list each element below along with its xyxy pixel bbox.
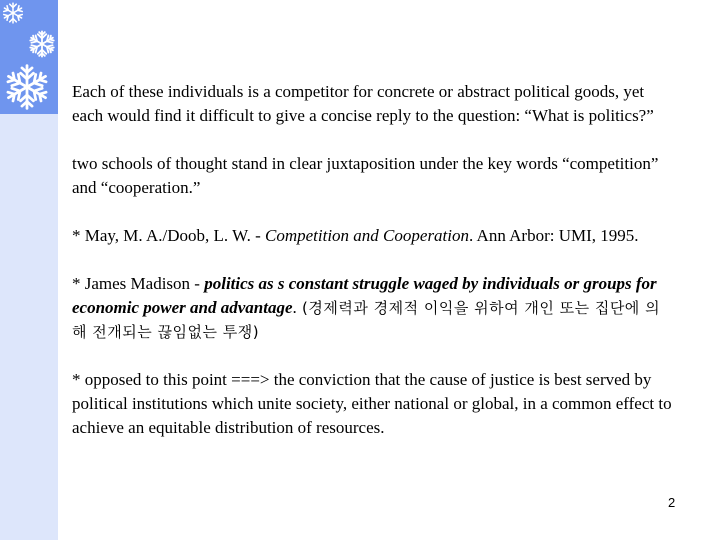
paragraph-opposed-point: * opposed to this point ===> the conviction that the cause of justice is best served by political institutions which unite society, either national or global, in a common effect to achieve an equitable distribution of resources. [72, 370, 672, 437]
snowflake-icon [28, 30, 56, 58]
reference-publisher: . Ann Arbor: UMI, 1995. [469, 226, 639, 245]
madison-period: . [292, 298, 297, 317]
snowflake-icon [2, 2, 24, 24]
slide-content [72, 80, 672, 440]
madison-definition: politics as s constant struggle waged by individuals or groups for economic power and advantage [72, 274, 657, 317]
page-number: 2 [668, 495, 676, 510]
reference-authors: * May, M. A./Doob, L. W. - [72, 226, 265, 245]
reference-title: Competition and Cooperation [265, 226, 469, 245]
madison-korean-translation: (경제력과 경제적 이익을 위하여 개인 또는 집단에 의해 전개되는 끊임없는 투쟁) [72, 299, 661, 341]
paragraph-may-doob-reference [72, 224, 672, 248]
madison-prefix: * James Madison - [72, 274, 205, 293]
paragraph-james-madison [72, 272, 672, 344]
snowflake-decoration [0, 0, 58, 114]
snowflake-icon [4, 64, 50, 110]
paragraph-politics-question: Each of these individuals is a competitor for concrete or abstract political goods, yet each would find it difficult to give a concise reply to the question: “What is politics?” [72, 82, 654, 125]
slide-sidebar [0, 0, 58, 540]
paragraph-schools-of-thought: two schools of thought stand in clear juxtaposition under the key words “competition” and “cooperation.” [72, 154, 659, 197]
